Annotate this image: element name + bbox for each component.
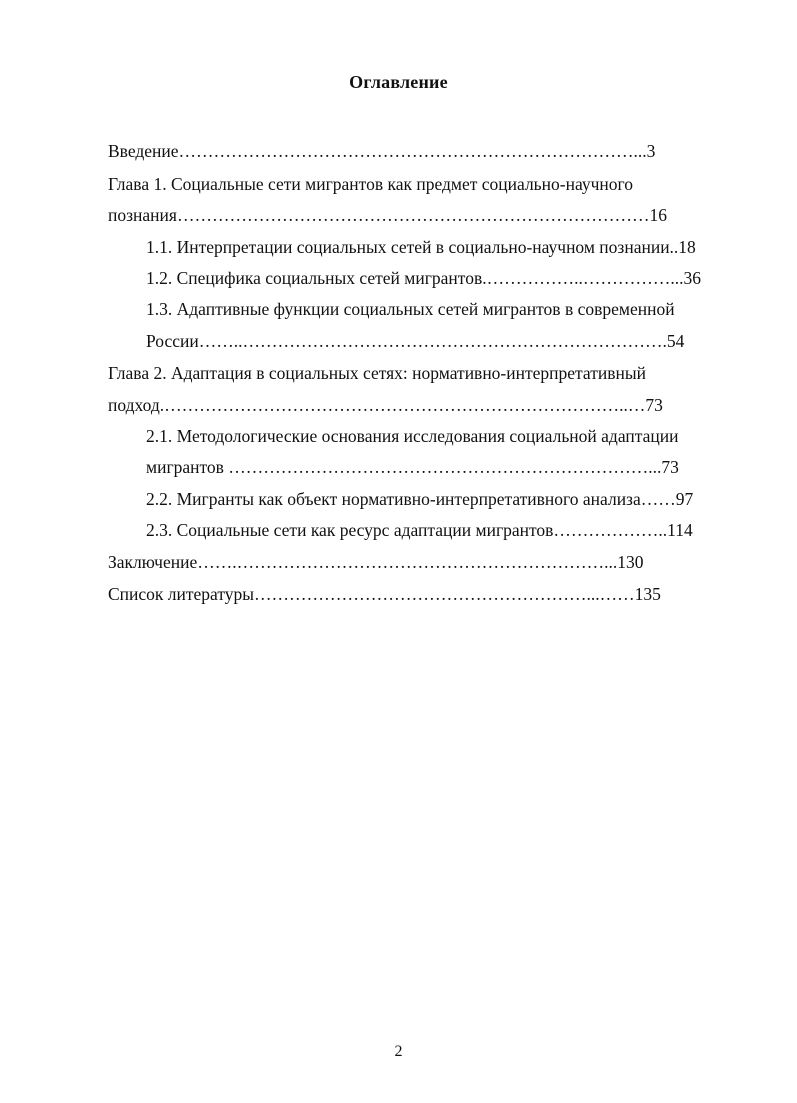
- toc-title: Оглавление: [349, 72, 448, 92]
- toc-entry-2-1-cont: мигрантов ………………………………………………………………...73: [146, 457, 679, 477]
- toc-entry-2-1: 2.1. Методологические основания исследования социальной адаптации: [146, 426, 679, 446]
- toc-entry-2-3: 2.3. Социальные сети как ресурс адаптации мигрантов………………..114: [146, 520, 693, 540]
- toc-entry-chapter-1: Глава 1. Социальные сети мигрантов как предмет социально-научного: [108, 174, 633, 194]
- toc-entry-introduction: Введение……………………………………………………………………...3: [108, 141, 656, 161]
- toc-entry-chapter-1-cont: познания………………………………………………………………………16: [108, 205, 667, 225]
- toc-entry-bibliography: Список литературы…………………………………………………...……135: [108, 584, 661, 604]
- page-number: 2: [394, 1043, 403, 1060]
- toc-entry-conclusion: Заключение…….………………………………………………………...130: [108, 552, 644, 572]
- toc-entry-1-2: 1.2. Специфика социальных сетей мигрантов.……………..……………...36: [146, 268, 701, 288]
- toc-entry-1-3: 1.3. Адаптивные функции социальных сетей мигрантов в современной: [146, 299, 675, 319]
- toc-entry-1-1: 1.1. Интерпретации социальных сетей в социально-научном познании..18: [146, 237, 696, 257]
- toc-entry-chapter-2-cont: подход.……………………………………………………………………..…73: [108, 395, 663, 415]
- toc-entry-2-2: 2.2. Мигранты как объект нормативно-интерпретативного анализа……97: [146, 489, 694, 509]
- toc-entry-1-3-cont: России……..……………………………………………………………….54: [146, 331, 685, 351]
- toc-entry-chapter-2: Глава 2. Адаптация в социальных сетях: нормативно-интерпретативный: [108, 363, 646, 383]
